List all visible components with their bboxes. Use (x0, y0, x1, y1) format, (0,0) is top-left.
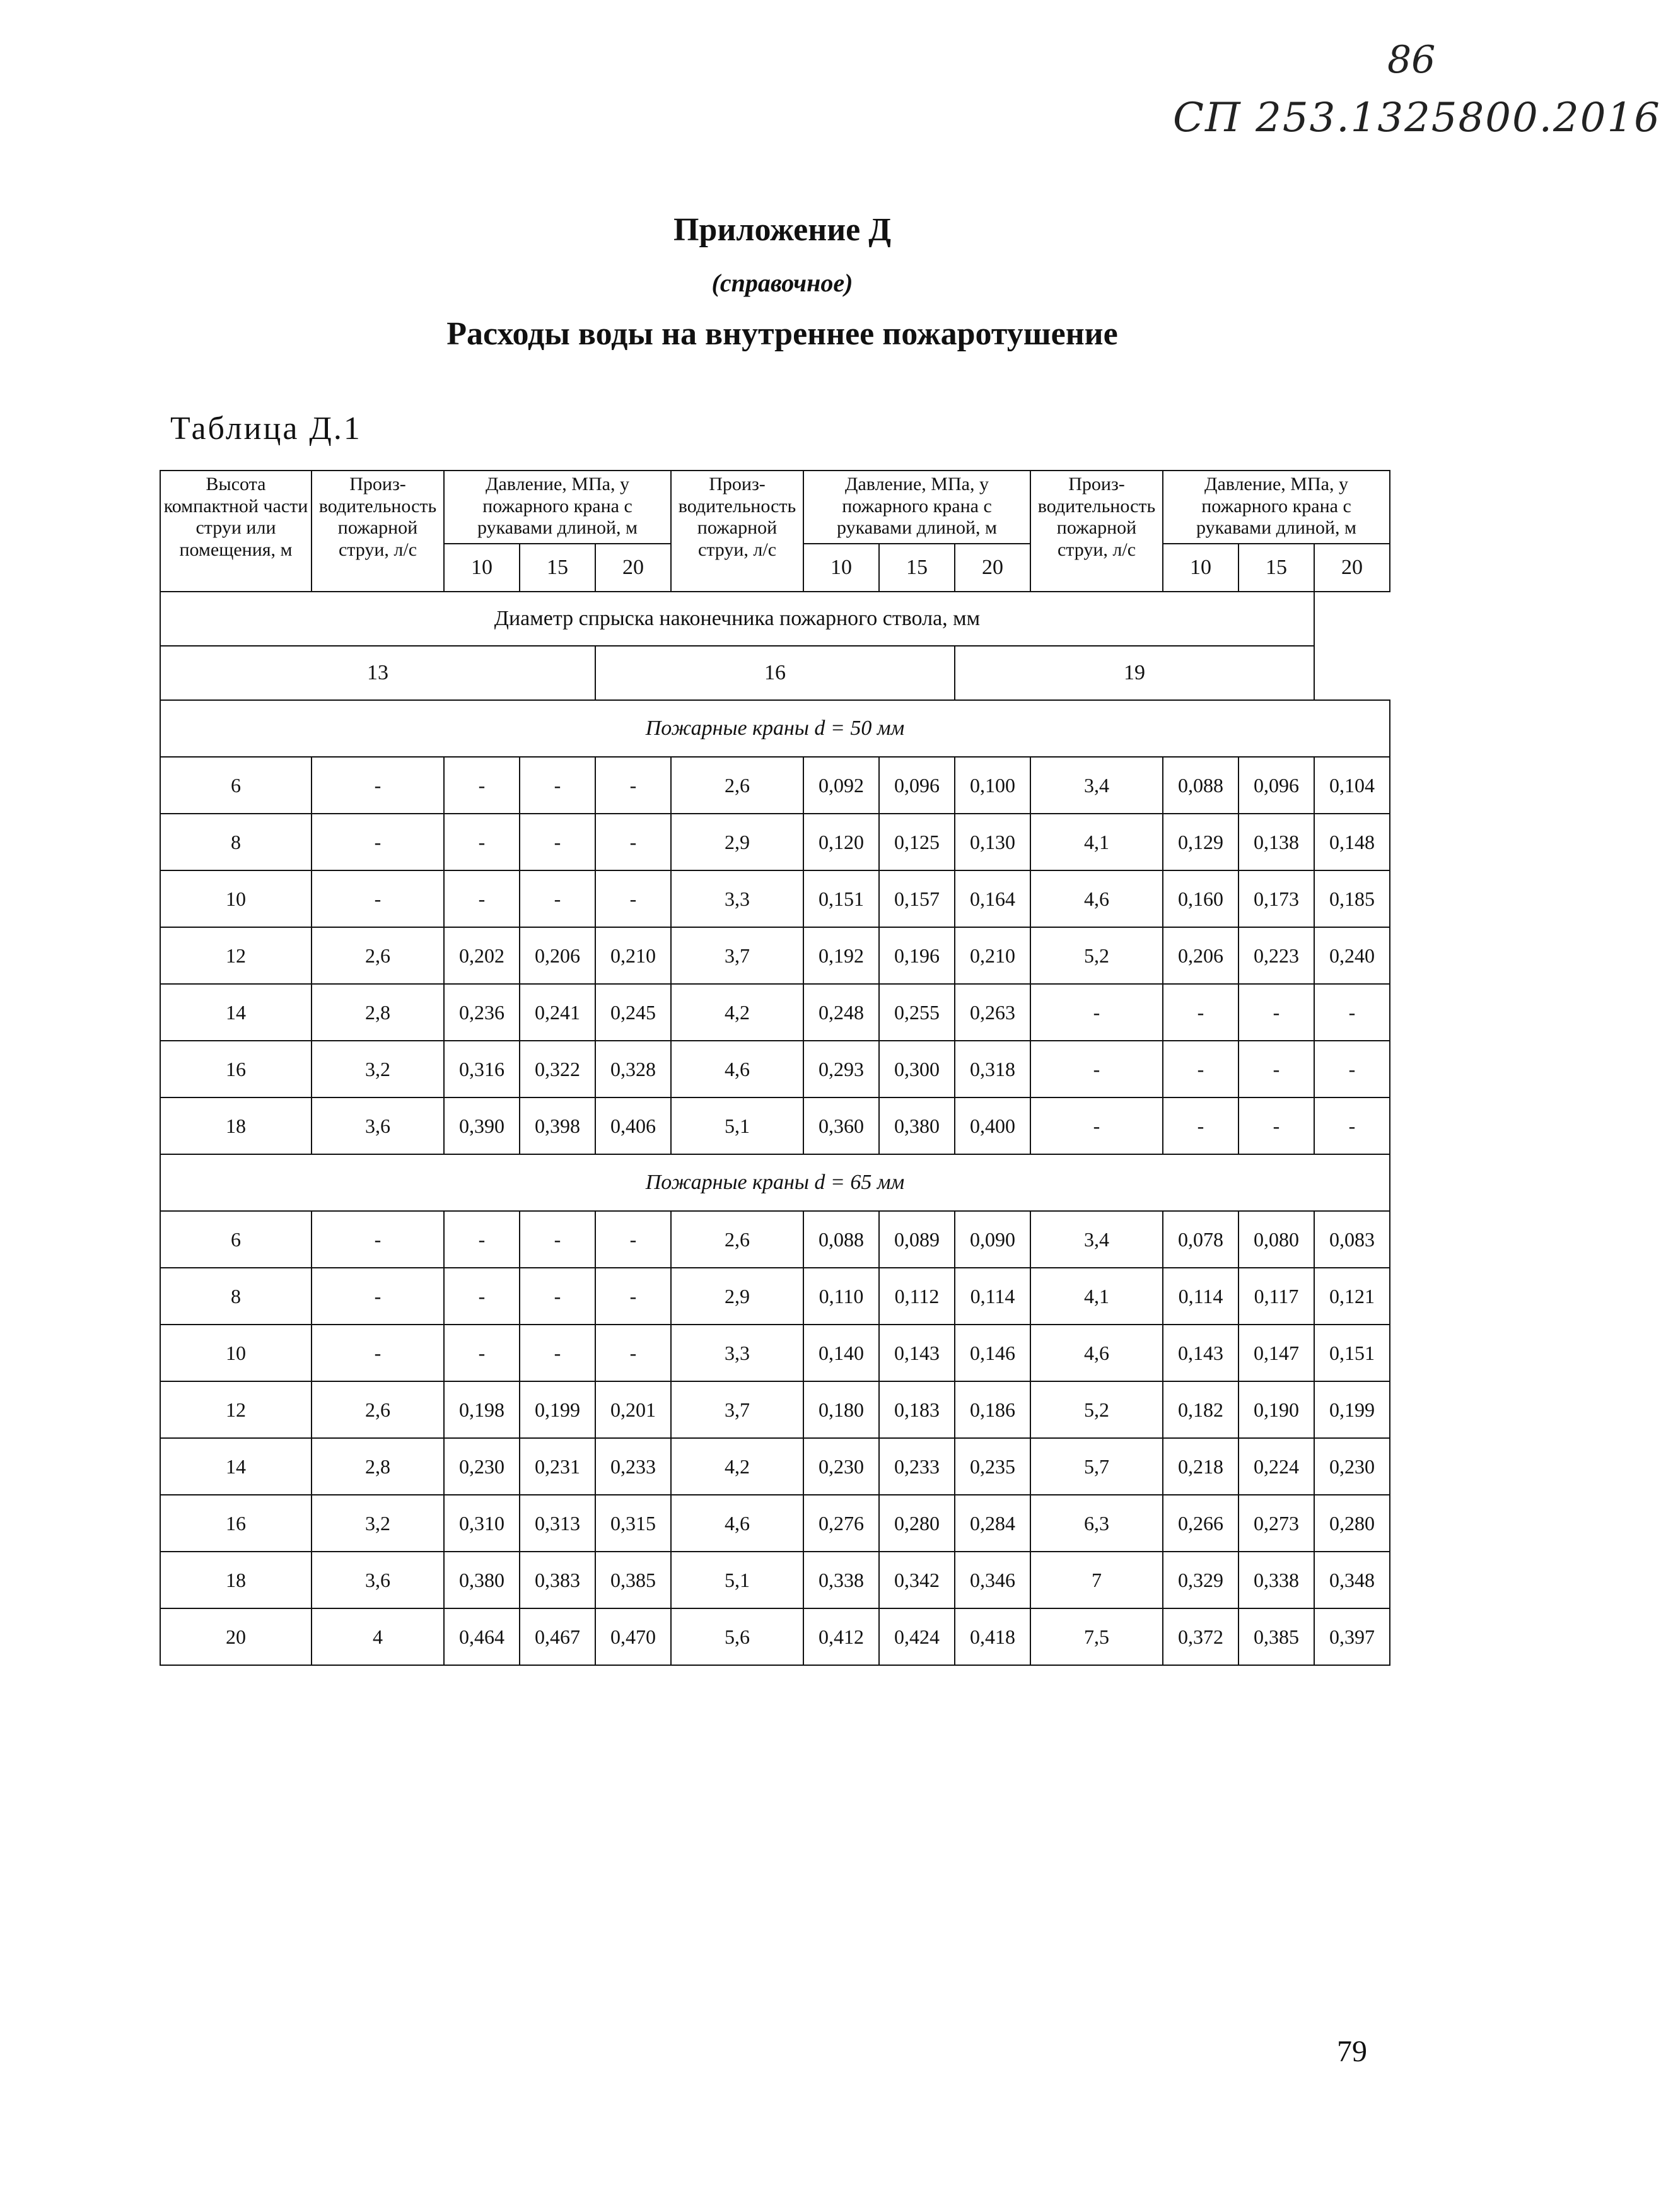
appendix-title: Приложение Д (673, 212, 892, 248)
table-cell: 0,088 (1163, 757, 1238, 814)
table-cell: 18 (160, 1097, 312, 1154)
table-cell: 2,9 (671, 1268, 803, 1325)
table-cell: 14 (160, 1438, 312, 1495)
table-row (160, 870, 1390, 927)
table-cell: - (520, 1325, 595, 1381)
table-cell: - (1314, 1041, 1390, 1097)
table-cell: 0,114 (1163, 1268, 1238, 1325)
table-row (160, 927, 1390, 984)
table-cell: 5,1 (671, 1552, 803, 1608)
table-cell: 0,201 (595, 1381, 671, 1438)
table-cell: - (312, 757, 444, 814)
table-cell: 0,406 (595, 1097, 671, 1154)
table-cell: - (1163, 1041, 1238, 1097)
table-cell: 0,313 (520, 1495, 595, 1552)
table-cell: 0,090 (955, 1211, 1030, 1268)
table-cell: 0,240 (1314, 927, 1390, 984)
table-cell: 0,104 (1314, 757, 1390, 814)
table-cell: 0,266 (1163, 1495, 1238, 1552)
handwritten-document-code: СП 253.1325800.2016 (1173, 95, 1661, 141)
table-cell: 12 (160, 927, 312, 984)
table-cell: 6 (160, 1211, 312, 1268)
table-cell: 0,110 (803, 1268, 879, 1325)
table-cell: - (1163, 1097, 1238, 1154)
table-row (160, 1268, 1390, 1325)
table-cell: 0,223 (1238, 927, 1314, 984)
table-cell: 3,2 (312, 1495, 444, 1552)
table-cell: 0,338 (803, 1552, 879, 1608)
table-row (160, 814, 1390, 870)
table-cell: - (312, 1268, 444, 1325)
table-cell: 10 (160, 1325, 312, 1381)
table-cell: 0,146 (955, 1325, 1030, 1381)
table-cell: 0,096 (879, 757, 955, 814)
table-cell: 16 (160, 1495, 312, 1552)
header-length: 20 (1314, 544, 1390, 592)
table-cell: - (595, 1325, 671, 1381)
table-cell: - (1163, 984, 1238, 1041)
table-cell: - (595, 814, 671, 870)
table-cell: 0,342 (879, 1552, 955, 1608)
table-cell: 0,383 (520, 1552, 595, 1608)
handwritten-page-mark: 86 (1387, 38, 1436, 82)
section-title: Пожарные краны d = 50 мм (160, 700, 1390, 757)
table-cell: 5,2 (1030, 1381, 1163, 1438)
table-cell: 0,198 (444, 1381, 520, 1438)
table-cell: - (595, 1268, 671, 1325)
table-cell: 0,280 (1314, 1495, 1390, 1552)
header-productivity-13: Произ-водительность пожарной струи, л/с (312, 471, 444, 592)
table-cell: - (312, 814, 444, 870)
table-cell: - (595, 870, 671, 927)
table-cell: 0,199 (1314, 1381, 1390, 1438)
table-cell: - (595, 757, 671, 814)
table-cell: - (595, 1211, 671, 1268)
table-cell: 0,315 (595, 1495, 671, 1552)
header-diameter-19: 19 (955, 646, 1314, 700)
table-row (160, 1097, 1390, 1154)
table-cell: 10 (160, 870, 312, 927)
table-cell: 6,3 (1030, 1495, 1163, 1552)
table-cell: 0,206 (520, 927, 595, 984)
table-cell: 4,6 (671, 1041, 803, 1097)
table-cell: 0,190 (1238, 1381, 1314, 1438)
table-cell: 0,372 (1163, 1608, 1238, 1665)
table-cell: - (444, 1268, 520, 1325)
table-cell: 0,140 (803, 1325, 879, 1381)
table-cell: 0,230 (803, 1438, 879, 1495)
table-cell: 0,143 (1163, 1325, 1238, 1381)
table-cell: 0,114 (955, 1268, 1030, 1325)
table-cell: 0,400 (955, 1097, 1030, 1154)
header-diameter-label: Диаметр спрыска наконечника пожарного ствола, мм (160, 592, 1314, 646)
table-cell: 0,338 (1238, 1552, 1314, 1608)
table-cell: 0,130 (955, 814, 1030, 870)
table-cell: 0,398 (520, 1097, 595, 1154)
table-cell: 0,196 (879, 927, 955, 984)
table-cell: 0,318 (955, 1041, 1030, 1097)
table-cell: - (444, 1211, 520, 1268)
table-cell: 2,8 (312, 1438, 444, 1495)
table-cell: 0,157 (879, 870, 955, 927)
header-length: 15 (879, 544, 955, 592)
table-row (160, 1438, 1390, 1495)
table-cell: - (312, 1325, 444, 1381)
table-cell: - (444, 1325, 520, 1381)
table-cell: 0,120 (803, 814, 879, 870)
header-productivity-16: Произ-водительность пожарной струи, л/с (671, 471, 803, 592)
table-row (160, 984, 1390, 1041)
table-cell: 3,7 (671, 927, 803, 984)
header-pressure-13: Давление, МПа, у пожарного крана с рукавами длиной, м (444, 471, 671, 544)
table-cell: 0,151 (803, 870, 879, 927)
table-cell: 0,231 (520, 1438, 595, 1495)
table-cell: 0,470 (595, 1608, 671, 1665)
table-cell: 0,117 (1238, 1268, 1314, 1325)
header-length: 15 (520, 544, 595, 592)
table-cell: 0,202 (444, 927, 520, 984)
table-cell: 0,180 (803, 1381, 879, 1438)
table-cell: 2,6 (312, 1381, 444, 1438)
table-cell: - (312, 1211, 444, 1268)
table-cell: 3,4 (1030, 1211, 1163, 1268)
table-cell: 5,7 (1030, 1438, 1163, 1495)
table-cell: - (444, 814, 520, 870)
table-caption: Таблица Д.1 (170, 411, 362, 447)
appendix-reference-note: (справочное) (711, 269, 853, 297)
table-cell: 0,183 (879, 1381, 955, 1438)
table-cell: 0,100 (955, 757, 1030, 814)
table-cell: - (312, 870, 444, 927)
table-row (160, 757, 1390, 814)
table-cell: 0,173 (1238, 870, 1314, 927)
table-cell: 12 (160, 1381, 312, 1438)
page-number: 79 (1337, 2035, 1367, 2068)
table-cell: 2,6 (671, 1211, 803, 1268)
table-cell: 0,147 (1238, 1325, 1314, 1381)
table-cell: 4,6 (671, 1495, 803, 1552)
table-cell: - (520, 757, 595, 814)
table-cell: 0,280 (879, 1495, 955, 1552)
table-cell: - (1314, 984, 1390, 1041)
header-length: 10 (444, 544, 520, 592)
table-cell: 0,236 (444, 984, 520, 1041)
table-cell: 3,6 (312, 1552, 444, 1608)
table-cell: 0,263 (955, 984, 1030, 1041)
table-row (160, 1608, 1390, 1665)
table-cell: 2,8 (312, 984, 444, 1041)
table-cell: 5,2 (1030, 927, 1163, 984)
table-cell: 0,230 (444, 1438, 520, 1495)
table-cell: 0,255 (879, 984, 955, 1041)
table-cell: 0,380 (444, 1552, 520, 1608)
table-cell: 4,1 (1030, 814, 1163, 870)
header-diameter-16: 16 (595, 646, 955, 700)
table-cell: 20 (160, 1608, 312, 1665)
table-cell: 0,078 (1163, 1211, 1238, 1268)
table-cell: - (1030, 1097, 1163, 1154)
table-row (160, 1041, 1390, 1097)
table-cell: - (1238, 1041, 1314, 1097)
table-cell: 5,1 (671, 1097, 803, 1154)
table-cell: 7,5 (1030, 1608, 1163, 1665)
table-cell: 0,322 (520, 1041, 595, 1097)
table-cell: - (1238, 1097, 1314, 1154)
table-cell: 3,7 (671, 1381, 803, 1438)
table-cell: 0,089 (879, 1211, 955, 1268)
table-cell: 3,2 (312, 1041, 444, 1097)
header-pressure-19: Давление, МПа, у пожарного крана с рукавами длиной, м (1163, 471, 1390, 544)
table-cell: 0,199 (520, 1381, 595, 1438)
water-flow-table (160, 470, 1390, 1666)
table-cell: 0,467 (520, 1608, 595, 1665)
table-cell: 0,233 (879, 1438, 955, 1495)
table-cell: - (1238, 984, 1314, 1041)
table-cell: 4,6 (1030, 1325, 1163, 1381)
table-cell: 0,080 (1238, 1211, 1314, 1268)
table-cell: - (1314, 1097, 1390, 1154)
table-cell: 4,2 (671, 984, 803, 1041)
table-cell: 0,218 (1163, 1438, 1238, 1495)
table-cell: 3,3 (671, 1325, 803, 1381)
table-cell: 0,186 (955, 1381, 1030, 1438)
table-cell: 8 (160, 814, 312, 870)
table-cell: 0,360 (803, 1097, 879, 1154)
table-cell: 0,385 (1238, 1608, 1314, 1665)
table-cell: 0,276 (803, 1495, 879, 1552)
table-cell: 7 (1030, 1552, 1163, 1608)
table-cell: 0,329 (1163, 1552, 1238, 1608)
table-cell: 0,284 (955, 1495, 1030, 1552)
table-cell: 2,6 (671, 757, 803, 814)
table-cell: 0,092 (803, 757, 879, 814)
table-cell: 0,397 (1314, 1608, 1390, 1665)
table-cell: 0,385 (595, 1552, 671, 1608)
table-cell: 0,210 (595, 927, 671, 984)
header-diameter-13: 13 (160, 646, 595, 700)
table-cell: 0,424 (879, 1608, 955, 1665)
table-cell: 0,112 (879, 1268, 955, 1325)
table-cell: 0,412 (803, 1608, 879, 1665)
table-cell: 0,125 (879, 814, 955, 870)
table-cell: 4,6 (1030, 870, 1163, 927)
table-cell: 0,143 (879, 1325, 955, 1381)
table-cell: 0,148 (1314, 814, 1390, 870)
table-cell: 16 (160, 1041, 312, 1097)
table-cell: 0,083 (1314, 1211, 1390, 1268)
table-cell: 0,224 (1238, 1438, 1314, 1495)
table-cell: 0,380 (879, 1097, 955, 1154)
table-cell: 0,206 (1163, 927, 1238, 984)
table-row (160, 1495, 1390, 1552)
table-cell: - (1030, 1041, 1163, 1097)
table-cell: 0,316 (444, 1041, 520, 1097)
table-cell: - (444, 757, 520, 814)
table-cell: 5,6 (671, 1608, 803, 1665)
table-cell: 0,310 (444, 1495, 520, 1552)
table-cell: 3,3 (671, 870, 803, 927)
header-length: 20 (595, 544, 671, 592)
table-cell: 2,9 (671, 814, 803, 870)
header-pressure-16: Давление, МПа, у пожарного крана с рукавами длиной, м (803, 471, 1030, 544)
table-cell: - (520, 814, 595, 870)
table-cell: 0,273 (1238, 1495, 1314, 1552)
header-height: Высота компактной части струи или помещения, м (160, 471, 312, 592)
table-cell: 3,6 (312, 1097, 444, 1154)
table-cell: 6 (160, 757, 312, 814)
table-cell: 4,1 (1030, 1268, 1163, 1325)
table-cell: 0,390 (444, 1097, 520, 1154)
table-cell: 0,210 (955, 927, 1030, 984)
table-cell: 0,241 (520, 984, 595, 1041)
header-length: 10 (1163, 544, 1238, 592)
table-cell: 2,6 (312, 927, 444, 984)
table-cell: 0,346 (955, 1552, 1030, 1608)
table-row (160, 1552, 1390, 1608)
handwritten-stamp (1173, 38, 1661, 164)
table-cell: 4 (312, 1608, 444, 1665)
table-cell: 0,138 (1238, 814, 1314, 870)
table-cell: 18 (160, 1552, 312, 1608)
table-cell: - (520, 870, 595, 927)
table-row (160, 1325, 1390, 1381)
table-cell: 0,096 (1238, 757, 1314, 814)
table-cell: - (444, 870, 520, 927)
table-cell: 0,464 (444, 1608, 520, 1665)
table-cell: 0,164 (955, 870, 1030, 927)
table-cell: 0,328 (595, 1041, 671, 1097)
header-length: 15 (1238, 544, 1314, 592)
table-cell: - (1030, 984, 1163, 1041)
table-cell: 0,160 (1163, 870, 1238, 927)
header-length: 20 (955, 544, 1030, 592)
table-cell: 0,129 (1163, 814, 1238, 870)
table-cell: 0,185 (1314, 870, 1390, 927)
table-cell: 0,245 (595, 984, 671, 1041)
table-cell: 0,293 (803, 1041, 879, 1097)
table-cell: - (520, 1211, 595, 1268)
table-row (160, 1211, 1390, 1268)
table-cell: 0,151 (1314, 1325, 1390, 1381)
header-length: 10 (803, 544, 879, 592)
table-cell: 8 (160, 1268, 312, 1325)
table-cell: 3,4 (1030, 757, 1163, 814)
table-cell: 0,233 (595, 1438, 671, 1495)
table-cell: 0,192 (803, 927, 879, 984)
table-cell: 0,300 (879, 1041, 955, 1097)
table-cell: 0,348 (1314, 1552, 1390, 1608)
table-cell: 0,418 (955, 1608, 1030, 1665)
table-cell: - (520, 1268, 595, 1325)
table-cell: 0,182 (1163, 1381, 1238, 1438)
table-cell: 0,088 (803, 1211, 879, 1268)
table-cell: 0,235 (955, 1438, 1030, 1495)
table-cell: 0,230 (1314, 1438, 1390, 1495)
header-productivity-19: Произ-водительность пожарной струи, л/с (1030, 471, 1163, 592)
table-cell: 14 (160, 984, 312, 1041)
table-row (160, 1381, 1390, 1438)
table-cell: 4,2 (671, 1438, 803, 1495)
table-cell: 0,121 (1314, 1268, 1390, 1325)
table-cell: 0,248 (803, 984, 879, 1041)
section-title: Пожарные краны d = 65 мм (160, 1154, 1390, 1211)
appendix-heading: Расходы воды на внутреннее пожаротушение (446, 316, 1118, 352)
